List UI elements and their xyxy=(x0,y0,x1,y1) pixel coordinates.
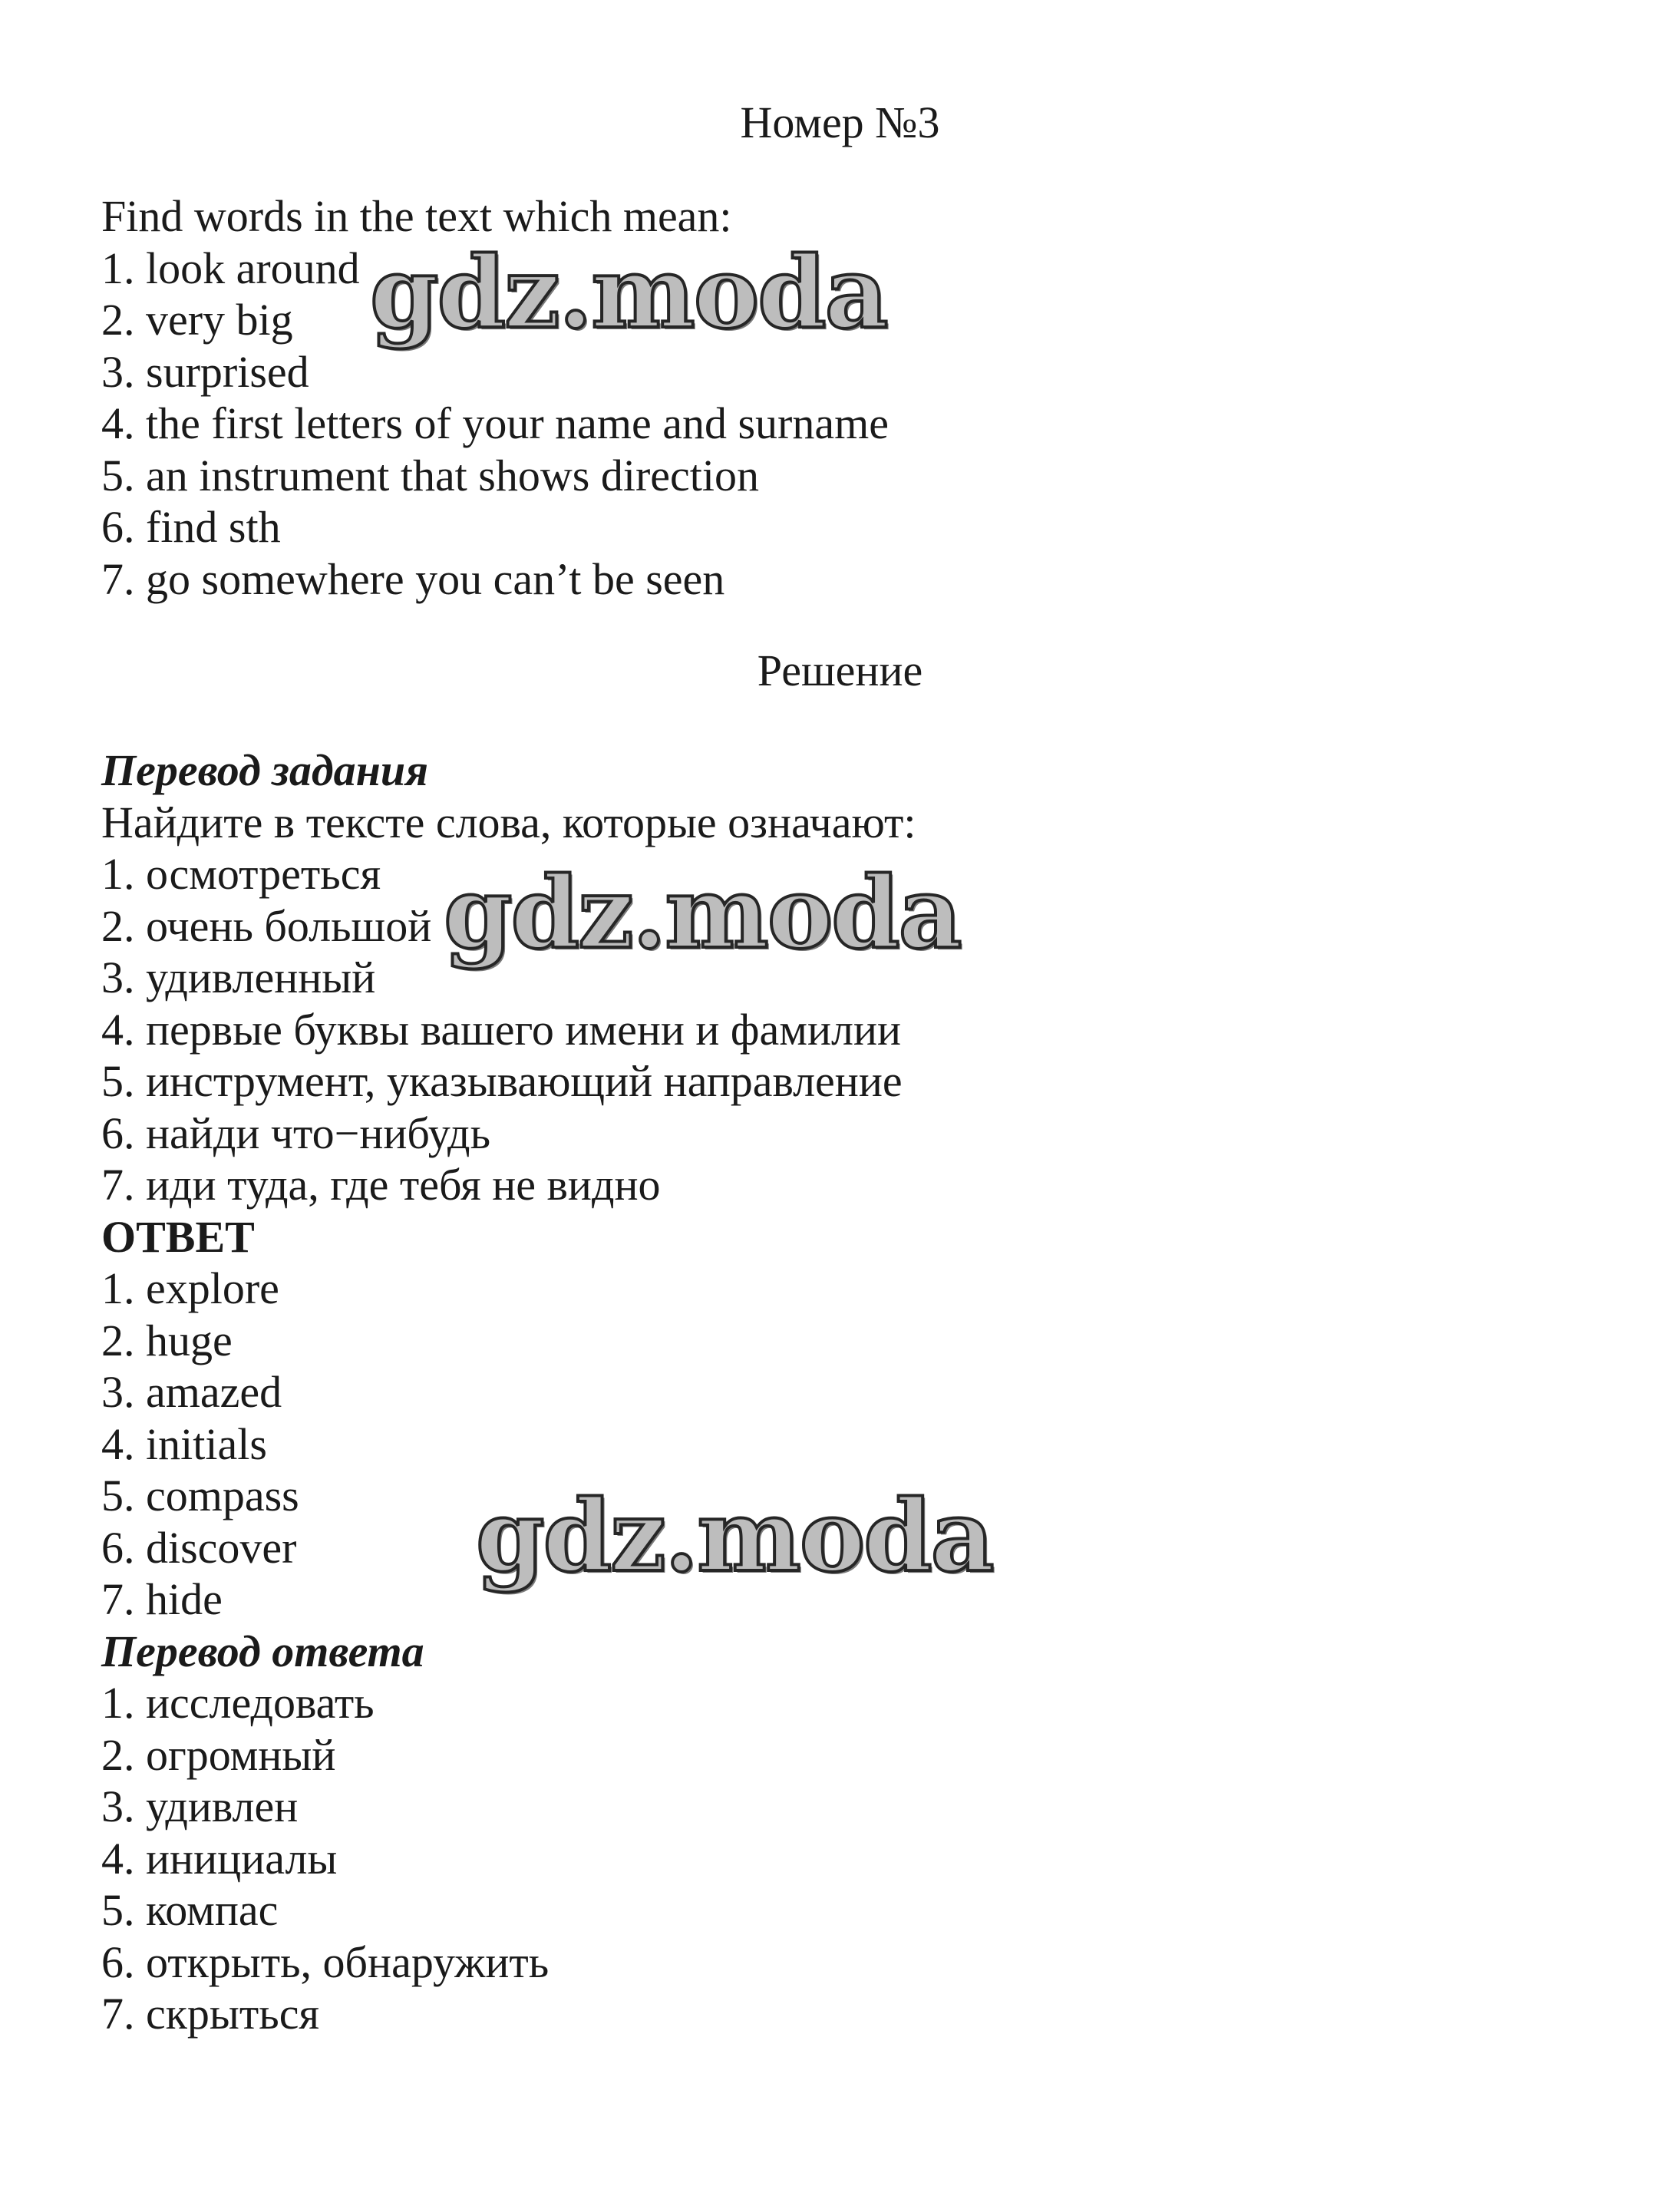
task-item: 1. look around xyxy=(101,243,360,293)
page-title: Номер №3 xyxy=(740,97,940,147)
task-item: 3. surprised xyxy=(101,346,309,397)
task-translation-item: 2. очень большой xyxy=(101,900,432,951)
answer-translation-item: 2. огромный xyxy=(101,1729,336,1780)
task-translation-item: 6. найди что−нибудь xyxy=(101,1108,491,1158)
watermark-logo: gdz.moda xyxy=(476,1479,993,1594)
task-item: 6. find sth xyxy=(101,502,281,552)
task-prompt: Find words in the text which mean: xyxy=(101,191,732,241)
answer-item: 3. amazed xyxy=(101,1367,282,1417)
task-translation-item: 4. первые буквы вашего имени и фамилии xyxy=(101,1004,902,1055)
task-item: 5. an instrument that shows direction xyxy=(101,450,759,500)
answer-item: 2. huge xyxy=(101,1315,233,1365)
task-translation-item: 7. иди туда, где тебя не видно xyxy=(101,1160,661,1210)
watermark-logo: gdz.moda xyxy=(444,856,961,971)
task-item: 4. the first letters of your name and surname xyxy=(101,398,889,448)
answer-item: 6. discover xyxy=(101,1522,297,1573)
answer-item: 7. hide xyxy=(101,1574,223,1624)
answer-translation-item: 3. удивлен xyxy=(101,1781,299,1831)
answer-translation-item: 6. открыть, обнаружить xyxy=(101,1936,550,1987)
task-translation-item: 3. удивленный xyxy=(101,953,376,1002)
answer-translation-item: 5. компас xyxy=(101,1885,279,1935)
answer-heading: ОТВЕТ xyxy=(101,1211,255,1262)
task-item: 2. very big xyxy=(101,295,293,345)
answer-translation-item: 7. скрыться xyxy=(101,1989,320,2039)
task-item: 7. go somewhere you can’t be seen xyxy=(101,553,725,604)
watermark-logo: gdz.moda xyxy=(370,236,887,351)
answer-translation-item: 1. исследовать xyxy=(101,1678,375,1728)
task-translation-item: 5. инструмент, указывающий направление xyxy=(101,1056,903,1106)
answer-item: 1. explore xyxy=(101,1263,279,1313)
answer-translation-heading: Перевод ответа xyxy=(101,1626,424,1676)
task-translation-item: 1. осмотреться xyxy=(101,849,381,899)
answer-item: 4. initials xyxy=(101,1418,267,1469)
solution-heading: Решение xyxy=(757,645,923,695)
answer-translation-item: 4. инициалы xyxy=(101,1833,338,1884)
answer-item: 5. compass xyxy=(101,1471,299,1520)
task-translation-prompt: Найдите в тексте слова, которые означают: xyxy=(101,797,916,847)
task-translation-heading: Перевод задания xyxy=(101,745,428,795)
